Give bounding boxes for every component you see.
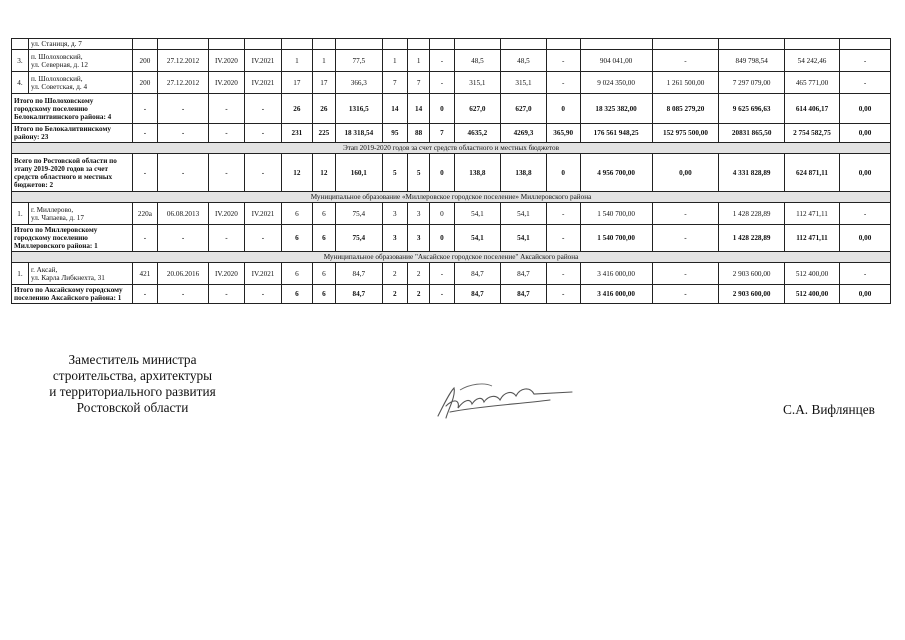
table-cell: 14 — [382, 94, 407, 124]
table-cell: - — [840, 72, 891, 94]
table-cell: - — [132, 225, 157, 252]
table-cell: 7 — [430, 124, 454, 143]
table-cell: 75,4 — [336, 225, 383, 252]
table-cell: 0,00 — [652, 154, 719, 192]
table-cell: 17 — [312, 72, 335, 94]
table-cell: 20.06.2016 — [158, 263, 209, 285]
address-cell: п. Шолоховский, ул. Советская, д. 4 — [28, 72, 132, 94]
table-cell: 138,8 — [454, 154, 501, 192]
table-cell: 2 — [382, 285, 407, 304]
table-cell: - — [244, 94, 281, 124]
table-cell: 160,1 — [336, 154, 383, 192]
address-cell: ул. Станиця, д. 7 — [28, 39, 132, 50]
table-cell: 138,8 — [501, 154, 547, 192]
table-cell: 1 428 228,89 — [719, 225, 785, 252]
table-cell: 3. — [12, 50, 29, 72]
table-cell: 4269,3 — [501, 124, 547, 143]
table-cell: 84,7 — [336, 263, 383, 285]
table-cell: - — [430, 263, 454, 285]
table-row-fragment — [12, 39, 891, 50]
section-header-row — [12, 252, 891, 263]
subtotal-label: Итого по Миллеровскому городскому поселению Миллеровского района: 1 — [12, 225, 133, 252]
table-cell: 904 041,00 — [580, 50, 652, 72]
table-cell: IV.2020 — [208, 263, 244, 285]
table-cell: 0 — [546, 154, 580, 192]
table-cell: - — [546, 263, 580, 285]
table-cell: - — [430, 72, 454, 94]
table-cell: - — [132, 154, 157, 192]
table-row — [12, 263, 891, 285]
table-cell: 18 318,54 — [336, 124, 383, 143]
section-title: Муниципальное образование «Миллеровское городское поселение» Миллеровского района — [12, 192, 891, 203]
section-header-row — [12, 143, 891, 154]
table-cell: 0 — [430, 94, 454, 124]
table-cell: 8 085 279,20 — [652, 94, 719, 124]
table-cell: - — [244, 154, 281, 192]
table-cell: 1316,5 — [336, 94, 383, 124]
table-cell: 4. — [12, 72, 29, 94]
table-cell: 12 — [312, 154, 335, 192]
table-cell: 315,1 — [501, 72, 547, 94]
table-cell: 366,3 — [336, 72, 383, 94]
table-cell: 200 — [132, 72, 157, 94]
table-cell: 3 416 000,00 — [580, 263, 652, 285]
table-cell: IV.2020 — [208, 50, 244, 72]
subtotal-row — [12, 94, 891, 124]
table-cell: - — [652, 225, 719, 252]
table-cell: 1 540 700,00 — [580, 203, 652, 225]
table-cell: 2 — [382, 263, 407, 285]
table-cell: IV.2020 — [208, 72, 244, 94]
table-cell: 5 — [408, 154, 430, 192]
table-cell: 2 903 600,00 — [719, 263, 785, 285]
table-cell: - — [158, 124, 209, 143]
table-cell: 614 406,17 — [784, 94, 839, 124]
table-cell: 624 871,11 — [784, 154, 839, 192]
table-cell: 1. — [12, 263, 29, 285]
table-cell: 1 540 700,00 — [580, 225, 652, 252]
table-cell: 2 — [408, 285, 430, 304]
subtotal-row — [12, 285, 891, 304]
table-cell: 48,5 — [501, 50, 547, 72]
table-cell: 0,00 — [840, 285, 891, 304]
table-cell: 75,4 — [336, 203, 383, 225]
table-cell: IV.2021 — [244, 263, 281, 285]
subtotal-label: Итого по Аксайскому городскому поселению Аксайского района: 1 — [12, 285, 133, 304]
table-cell: 6 — [282, 263, 313, 285]
table-cell: 365,90 — [546, 124, 580, 143]
table-cell: - — [132, 94, 157, 124]
signatory-name: С.А. Вифлянцев — [783, 402, 875, 417]
table-cell: 0,00 — [840, 225, 891, 252]
table-cell: 3 — [408, 203, 430, 225]
table-cell: IV.2021 — [244, 72, 281, 94]
table-cell: 17 — [282, 72, 313, 94]
subtotal-row — [12, 225, 891, 252]
table-cell: 54,1 — [454, 225, 501, 252]
table-cell: - — [840, 203, 891, 225]
table-cell: 627,0 — [501, 94, 547, 124]
table-cell: 0,00 — [840, 124, 891, 143]
table-cell: 95 — [382, 124, 407, 143]
table-cell: 84,7 — [501, 263, 547, 285]
subtotal-label: Итого по Белокалитвинскому району: 23 — [12, 124, 133, 143]
table-cell: - — [840, 50, 891, 72]
subtotal-row — [12, 154, 891, 192]
subtotal-label: Всего по Ростовской области по этапу 2019-2020 годов за счет средств областного и местных бюджетов: 2 — [12, 154, 133, 192]
table-cell: - — [840, 263, 891, 285]
table-cell: 54,1 — [501, 203, 547, 225]
table-cell: 6 — [312, 203, 335, 225]
table-cell: - — [208, 225, 244, 252]
table-cell: - — [430, 285, 454, 304]
table-cell: 77,5 — [336, 50, 383, 72]
table-cell: 54 242,46 — [784, 50, 839, 72]
table-cell: 6 — [312, 225, 335, 252]
table-cell: 7 — [382, 72, 407, 94]
table-cell: IV.2021 — [244, 50, 281, 72]
table-cell: 20831 865,50 — [719, 124, 785, 143]
section-header-row — [12, 192, 891, 203]
table-cell: 231 — [282, 124, 313, 143]
table-cell: 14 — [408, 94, 430, 124]
table-cell: - — [208, 94, 244, 124]
table-cell: - — [652, 203, 719, 225]
table-cell: - — [158, 285, 209, 304]
table-cell: 1. — [12, 203, 29, 225]
table-cell: 220а — [132, 203, 157, 225]
table-row — [12, 50, 891, 72]
table-cell: 512 400,00 — [784, 263, 839, 285]
subtotal-label: Итого по Шолоховскому городскому поселению Белокалитвинского района: 4 — [12, 94, 133, 124]
table-cell: - — [244, 225, 281, 252]
table-cell: - — [208, 285, 244, 304]
table-cell: 84,7 — [501, 285, 547, 304]
table-cell: - — [546, 72, 580, 94]
table-cell: 9 625 696,63 — [719, 94, 785, 124]
table-cell: 1 — [282, 50, 313, 72]
table-cell: 2 — [408, 263, 430, 285]
table-cell: 7 — [408, 72, 430, 94]
program-table — [11, 38, 891, 304]
table-row — [12, 203, 891, 225]
table-cell: 112 471,11 — [784, 203, 839, 225]
table-cell: - — [208, 124, 244, 143]
table-cell: 0,00 — [840, 154, 891, 192]
table-cell: 512 400,00 — [784, 285, 839, 304]
table-cell: 88 — [408, 124, 430, 143]
address-cell: г. Миллерово, ул. Чапаева, д. 17 — [28, 203, 132, 225]
table-cell: - — [244, 285, 281, 304]
table-cell: 7 297 079,00 — [719, 72, 785, 94]
table-cell: 54,1 — [501, 225, 547, 252]
table-cell: 0,00 — [840, 94, 891, 124]
table-cell: IV.2020 — [208, 203, 244, 225]
table-cell: 465 771,00 — [784, 72, 839, 94]
table-cell: - — [546, 203, 580, 225]
table-cell: 1 — [408, 50, 430, 72]
table-cell: - — [652, 50, 719, 72]
table-cell: 27.12.2012 — [158, 72, 209, 94]
table-cell: 6 — [282, 225, 313, 252]
table-cell: 112 471,11 — [784, 225, 839, 252]
table-cell: - — [652, 285, 719, 304]
table-cell: 6 — [282, 203, 313, 225]
table-cell: 5 — [382, 154, 407, 192]
table-cell: - — [430, 50, 454, 72]
table-cell: 12 — [282, 154, 313, 192]
table-cell: - — [546, 50, 580, 72]
table-cell: 1 261 500,00 — [652, 72, 719, 94]
table-cell: 315,1 — [454, 72, 501, 94]
table-cell: 84,7 — [336, 285, 383, 304]
table-cell: 9 024 350,00 — [580, 72, 652, 94]
table-cell: 3 416 000,00 — [580, 285, 652, 304]
table-cell: 84,7 — [454, 263, 501, 285]
table-cell: 225 — [312, 124, 335, 143]
table-cell: 200 — [132, 50, 157, 72]
section-title: Муниципальное образование "Аксайское городское поселение" Аксайского района — [12, 252, 891, 263]
table-cell: - — [652, 263, 719, 285]
table-cell: 26 — [282, 94, 313, 124]
table-cell: 26 — [312, 94, 335, 124]
table-cell: 6 — [282, 285, 313, 304]
table-cell: 3 — [382, 203, 407, 225]
table-cell: 1 — [312, 50, 335, 72]
table-cell: - — [132, 285, 157, 304]
table-cell: 849 798,54 — [719, 50, 785, 72]
section-title: Этап 2019-2020 годов за счет средств областного и местных бюджетов — [12, 143, 891, 154]
table-cell: - — [158, 225, 209, 252]
address-cell: г. Аксай, ул. Карла Либкнехта, 31 — [28, 263, 132, 285]
table-cell: 2 754 582,75 — [784, 124, 839, 143]
table-cell: 152 975 500,00 — [652, 124, 719, 143]
table-cell: 4 331 828,89 — [719, 154, 785, 192]
table-cell: 3 — [408, 225, 430, 252]
table-cell: 3 — [382, 225, 407, 252]
table-cell: 0 — [430, 203, 454, 225]
table-cell: 84,7 — [454, 285, 501, 304]
table-cell: 0 — [430, 225, 454, 252]
table-cell: 1 — [382, 50, 407, 72]
table-cell: 6 — [312, 285, 335, 304]
address-cell: п. Шолоховский, ул. Северная, д. 12 — [28, 50, 132, 72]
table-cell: 0 — [546, 94, 580, 124]
table-cell: 176 561 948,25 — [580, 124, 652, 143]
table-cell: 06.08.2013 — [158, 203, 209, 225]
subtotal-row — [12, 124, 891, 143]
table-cell: 18 325 382,00 — [580, 94, 652, 124]
table-cell: 2 903 600,00 — [719, 285, 785, 304]
table-cell: 27.12.2012 — [158, 50, 209, 72]
table-cell: 4635,2 — [454, 124, 501, 143]
table-cell: - — [158, 94, 209, 124]
table-cell: - — [208, 154, 244, 192]
table-row — [12, 72, 891, 94]
table-cell: - — [158, 154, 209, 192]
table-cell: 6 — [312, 263, 335, 285]
signatory-title: Заместитель министра строительства, архитектуры и территориального развития Ростовской области — [49, 352, 216, 415]
table-cell: 627,0 — [454, 94, 501, 124]
table-cell: - — [132, 124, 157, 143]
table-cell: - — [546, 225, 580, 252]
table-cell: - — [244, 124, 281, 143]
table-cell: 0 — [430, 154, 454, 192]
table-cell: 54,1 — [454, 203, 501, 225]
table-cell: - — [546, 285, 580, 304]
handwritten-signature — [430, 376, 580, 426]
table-cell: 4 956 700,00 — [580, 154, 652, 192]
table-cell: IV.2021 — [244, 203, 281, 225]
table-cell: 1 428 228,89 — [719, 203, 785, 225]
table-cell: 48,5 — [454, 50, 501, 72]
table-cell: 421 — [132, 263, 157, 285]
